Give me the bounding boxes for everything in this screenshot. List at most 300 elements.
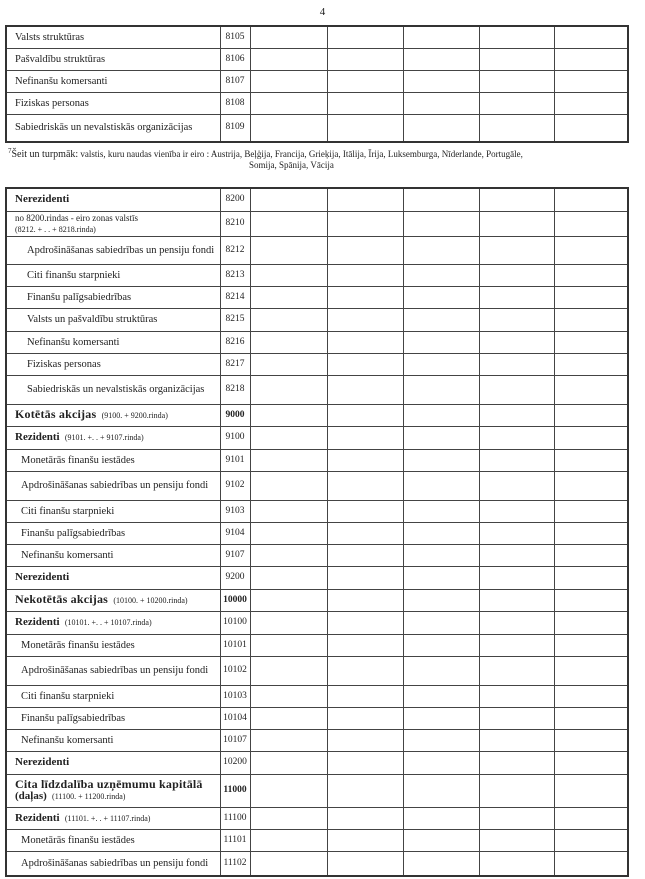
data-entry-cell[interactable] <box>327 522 403 544</box>
table-row <box>6 707 628 729</box>
data-entry-cell[interactable] <box>479 426 554 449</box>
table-row <box>6 449 628 471</box>
row-label-cell <box>6 851 220 876</box>
row-code: 11102 <box>220 851 250 876</box>
data-entry-cell[interactable] <box>479 449 554 471</box>
data-entry-cell[interactable] <box>250 589 327 611</box>
data-entry-cell[interactable] <box>250 286 327 308</box>
data-entry-cell[interactable] <box>554 92 628 114</box>
data-entry-cell[interactable] <box>554 114 628 142</box>
data-entry-cell[interactable] <box>403 404 479 426</box>
data-entry-cell[interactable] <box>327 829 403 851</box>
row-label: Finanšu palīgsabiedrības <box>27 291 132 303</box>
table-row <box>6 211 628 236</box>
data-entry-cell[interactable] <box>250 449 327 471</box>
data-entry-cell[interactable] <box>327 48 403 70</box>
row-label-cell <box>6 404 220 426</box>
data-entry-cell[interactable] <box>554 353 628 375</box>
table-main <box>5 187 629 877</box>
row-label-cell <box>6 500 220 522</box>
data-entry-cell[interactable] <box>479 92 554 114</box>
data-entry-cell[interactable] <box>554 404 628 426</box>
row-formula-note: (10100. + 10200.rinda) <box>113 596 188 605</box>
data-entry-cell[interactable] <box>403 92 479 114</box>
row-label-cell <box>6 211 220 236</box>
row-label-cell <box>6 264 220 286</box>
footnote-countries-2: Somija, Spānija, Vācija <box>249 160 334 170</box>
table-row <box>6 729 628 751</box>
data-entry-cell[interactable] <box>327 188 403 211</box>
data-entry-cell[interactable] <box>327 426 403 449</box>
row-label: Apdrošināšanas sabiedrības un pensiju fondi <box>27 244 215 256</box>
row-code: 9000 <box>220 404 250 426</box>
data-entry-cell[interactable] <box>250 611 327 634</box>
row-label-cell <box>6 829 220 851</box>
row-label: Rezidenti <box>15 616 60 628</box>
row-code: 8106 <box>220 48 250 70</box>
table-row <box>6 92 628 114</box>
data-entry-cell[interactable] <box>403 286 479 308</box>
row-code: 11101 <box>220 829 250 851</box>
data-entry-cell[interactable] <box>403 426 479 449</box>
data-entry-cell[interactable] <box>327 685 403 707</box>
data-entry-cell[interactable] <box>250 48 327 70</box>
data-entry-cell[interactable] <box>403 353 479 375</box>
table-row <box>6 375 628 404</box>
row-code: 10102 <box>220 656 250 685</box>
data-entry-cell[interactable] <box>403 774 479 807</box>
table-row <box>6 751 628 774</box>
row-label-cell <box>6 566 220 589</box>
table-row <box>6 426 628 449</box>
row-label-cell <box>6 611 220 634</box>
data-entry-cell[interactable] <box>403 26 479 48</box>
row-label-cell <box>6 449 220 471</box>
data-entry-cell[interactable] <box>554 286 628 308</box>
data-entry-cell[interactable] <box>554 589 628 611</box>
row-label: Apdrošināšanas sabiedrības un pensiju fondi <box>21 480 209 491</box>
data-entry-cell[interactable] <box>327 566 403 589</box>
row-label-cell <box>6 353 220 375</box>
row-label-cell <box>6 685 220 707</box>
data-entry-cell[interactable] <box>403 807 479 829</box>
data-entry-cell[interactable] <box>250 471 327 500</box>
data-entry-cell[interactable] <box>479 353 554 375</box>
row-label: Rezidenti <box>15 431 60 443</box>
data-entry-cell[interactable] <box>327 404 403 426</box>
row-label-cell <box>6 426 220 449</box>
data-entry-cell[interactable] <box>327 236 403 264</box>
data-entry-cell[interactable] <box>250 774 327 807</box>
data-entry-cell[interactable] <box>250 264 327 286</box>
data-entry-cell[interactable] <box>479 236 554 264</box>
data-entry-cell[interactable] <box>479 611 554 634</box>
data-entry-cell[interactable] <box>479 114 554 142</box>
data-entry-cell[interactable] <box>403 656 479 685</box>
row-formula-note: (11101. +. . + 11107.rinda) <box>64 813 151 823</box>
row-label-cell <box>6 544 220 566</box>
data-entry-cell[interactable] <box>554 851 628 876</box>
row-label: Sabiedriskās un nevalstiskās organizācijas <box>15 122 193 134</box>
row-code: 8107 <box>220 70 250 92</box>
row-label-cell <box>6 92 220 114</box>
data-entry-cell[interactable] <box>250 522 327 544</box>
row-label-cell <box>6 707 220 729</box>
data-entry-cell[interactable] <box>403 211 479 236</box>
table-row <box>6 48 628 70</box>
row-label: Apdrošināšanas sabiedrības un pensiju fondi <box>21 857 209 869</box>
data-entry-cell[interactable] <box>403 829 479 851</box>
row-label: Rezidenti <box>15 811 60 824</box>
data-entry-cell[interactable] <box>554 707 628 729</box>
data-entry-cell[interactable] <box>403 264 479 286</box>
data-entry-cell[interactable] <box>327 26 403 48</box>
data-entry-cell[interactable] <box>250 114 327 142</box>
row-code: 8212 <box>220 236 250 264</box>
data-entry-cell[interactable] <box>554 449 628 471</box>
row-code: 8216 <box>220 331 250 353</box>
data-entry-cell[interactable] <box>327 544 403 566</box>
data-entry-cell[interactable] <box>403 566 479 589</box>
data-entry-cell[interactable] <box>554 211 628 236</box>
data-entry-cell[interactable] <box>479 634 554 656</box>
data-entry-cell[interactable] <box>479 286 554 308</box>
data-entry-cell[interactable] <box>479 707 554 729</box>
row-label: Nefinanšu komersanti <box>21 549 114 561</box>
data-entry-cell[interactable] <box>403 589 479 611</box>
table-row <box>6 114 628 142</box>
data-entry-cell[interactable] <box>403 707 479 729</box>
row-label-cell <box>6 114 220 142</box>
table-row <box>6 544 628 566</box>
row-label-cell <box>6 522 220 544</box>
row-code: 10103 <box>220 685 250 707</box>
data-entry-cell[interactable] <box>327 729 403 751</box>
row-formula-note: (10101. +. . + 10107.rinda) <box>64 618 152 627</box>
row-label: Citi finanšu starpnieki <box>21 690 115 702</box>
data-entry-cell[interactable] <box>479 375 554 404</box>
data-entry-cell[interactable] <box>554 375 628 404</box>
data-entry-cell[interactable] <box>250 851 327 876</box>
data-entry-cell[interactable] <box>327 707 403 729</box>
data-entry-cell[interactable] <box>327 449 403 471</box>
data-entry-cell[interactable] <box>479 685 554 707</box>
data-entry-cell[interactable] <box>479 729 554 751</box>
data-entry-cell[interactable] <box>479 308 554 331</box>
data-entry-cell[interactable] <box>554 236 628 264</box>
table-row <box>6 471 628 500</box>
row-code: 10200 <box>220 751 250 774</box>
row-code: 8214 <box>220 286 250 308</box>
data-entry-cell[interactable] <box>327 286 403 308</box>
data-entry-cell[interactable] <box>327 92 403 114</box>
data-entry-cell[interactable] <box>403 471 479 500</box>
row-code: 11100 <box>220 807 250 829</box>
table-top <box>5 25 629 143</box>
data-entry-cell[interactable] <box>250 211 327 236</box>
table-row <box>6 286 628 308</box>
table-row <box>6 353 628 375</box>
data-entry-cell[interactable] <box>479 544 554 566</box>
table-row <box>6 404 628 426</box>
row-code: 8218 <box>220 375 250 404</box>
data-entry-cell[interactable] <box>250 751 327 774</box>
data-entry-cell[interactable] <box>250 308 327 331</box>
data-entry-cell[interactable] <box>403 500 479 522</box>
data-entry-cell[interactable] <box>327 656 403 685</box>
row-code: 8200 <box>220 188 250 211</box>
row-label: Pašvaldību struktūras <box>15 53 106 65</box>
data-entry-cell[interactable] <box>250 656 327 685</box>
data-entry-cell[interactable] <box>554 48 628 70</box>
table-row <box>6 331 628 353</box>
row-code: 10000 <box>220 589 250 611</box>
row-label: Monetārās finanšu iestādes <box>21 454 135 466</box>
table-row <box>6 656 628 685</box>
row-code: 8108 <box>220 92 250 114</box>
row-label-cell <box>6 286 220 308</box>
data-entry-cell[interactable] <box>554 264 628 286</box>
data-entry-cell[interactable] <box>554 634 628 656</box>
table-row <box>6 566 628 589</box>
data-entry-cell[interactable] <box>250 404 327 426</box>
data-entry-cell[interactable] <box>327 331 403 353</box>
data-entry-cell[interactable] <box>250 634 327 656</box>
row-label: Kotētās akcijas <box>15 407 97 421</box>
data-entry-cell[interactable] <box>479 48 554 70</box>
row-label: Apdrošināšanas sabiedrības un pensiju fondi <box>21 665 209 676</box>
row-code: 8210 <box>220 211 250 236</box>
data-entry-cell[interactable] <box>327 114 403 142</box>
data-entry-cell[interactable] <box>250 729 327 751</box>
data-entry-cell[interactable] <box>554 522 628 544</box>
data-entry-cell[interactable] <box>554 751 628 774</box>
data-entry-cell[interactable] <box>554 188 628 211</box>
data-entry-cell[interactable] <box>403 851 479 876</box>
data-entry-cell[interactable] <box>403 449 479 471</box>
data-entry-cell[interactable] <box>403 48 479 70</box>
data-entry-cell[interactable] <box>327 70 403 92</box>
data-entry-cell[interactable] <box>250 236 327 264</box>
data-entry-cell[interactable] <box>403 751 479 774</box>
table-row <box>6 829 628 851</box>
table-row <box>6 308 628 331</box>
row-label-cell <box>6 48 220 70</box>
row-code: 9101 <box>220 449 250 471</box>
data-entry-cell[interactable] <box>250 707 327 729</box>
row-label-cell <box>6 634 220 656</box>
table-row <box>6 500 628 522</box>
data-entry-cell[interactable] <box>479 26 554 48</box>
data-entry-cell[interactable] <box>554 829 628 851</box>
row-label-cell <box>6 188 220 211</box>
row-label: no 8200.rindas - eiro zonas valstīs <box>15 212 138 223</box>
row-formula-note: (8212. + . . + 8218.rinda) <box>15 224 96 234</box>
data-entry-cell[interactable] <box>479 589 554 611</box>
data-entry-cell[interactable] <box>403 331 479 353</box>
row-label: Sabiedriskās un nevalstiskās organizācijas <box>27 384 205 395</box>
row-label-cell <box>6 331 220 353</box>
data-entry-cell[interactable] <box>250 331 327 353</box>
data-entry-cell[interactable] <box>479 829 554 851</box>
data-entry-cell[interactable] <box>403 729 479 751</box>
data-entry-cell[interactable] <box>250 829 327 851</box>
data-entry-cell[interactable] <box>250 26 327 48</box>
data-entry-cell[interactable] <box>250 353 327 375</box>
data-entry-cell[interactable] <box>554 656 628 685</box>
data-entry-cell[interactable] <box>554 807 628 829</box>
data-entry-cell[interactable] <box>554 544 628 566</box>
row-code: 9200 <box>220 566 250 589</box>
data-entry-cell[interactable] <box>403 375 479 404</box>
data-entry-cell[interactable] <box>403 685 479 707</box>
table-row <box>6 774 628 807</box>
table-row <box>6 70 628 92</box>
data-entry-cell[interactable] <box>403 114 479 142</box>
data-entry-cell[interactable] <box>250 92 327 114</box>
data-entry-cell[interactable] <box>479 851 554 876</box>
table-row <box>6 236 628 264</box>
data-entry-cell[interactable] <box>479 751 554 774</box>
row-code: 10101 <box>220 634 250 656</box>
data-entry-cell[interactable] <box>327 634 403 656</box>
row-label: Finanšu palīgsabiedrības <box>21 527 126 539</box>
row-code: 9104 <box>220 522 250 544</box>
footnote-lead: Šeit un turpmāk: <box>11 149 79 160</box>
row-label-cell <box>6 729 220 751</box>
data-entry-cell[interactable] <box>327 375 403 404</box>
data-entry-cell[interactable] <box>250 566 327 589</box>
table-row <box>6 611 628 634</box>
row-code: 9100 <box>220 426 250 449</box>
data-entry-cell[interactable] <box>250 70 327 92</box>
data-entry-cell[interactable] <box>479 188 554 211</box>
row-label: Nefinanšu komersanti <box>15 75 108 87</box>
table-row <box>6 634 628 656</box>
data-entry-cell[interactable] <box>554 611 628 634</box>
data-entry-cell[interactable] <box>327 851 403 876</box>
row-label: Monetārās finanšu iestādes <box>21 639 135 651</box>
footnote-marker: 7 <box>8 147 12 155</box>
data-entry-cell[interactable] <box>554 471 628 500</box>
row-label: Nerezidenti <box>15 756 70 768</box>
row-label-cell <box>6 751 220 774</box>
data-entry-cell[interactable] <box>479 70 554 92</box>
table-row <box>6 188 628 211</box>
data-entry-cell[interactable] <box>327 774 403 807</box>
data-entry-cell[interactable] <box>479 522 554 544</box>
row-label-cell <box>6 70 220 92</box>
data-entry-cell[interactable] <box>250 544 327 566</box>
data-entry-cell[interactable] <box>479 774 554 807</box>
data-entry-cell[interactable] <box>554 500 628 522</box>
data-entry-cell[interactable] <box>250 375 327 404</box>
data-entry-cell[interactable] <box>327 589 403 611</box>
data-entry-cell[interactable] <box>250 426 327 449</box>
data-entry-cell[interactable] <box>250 685 327 707</box>
data-entry-cell[interactable] <box>554 729 628 751</box>
data-entry-cell[interactable] <box>327 500 403 522</box>
data-entry-cell[interactable] <box>403 188 479 211</box>
data-entry-cell[interactable] <box>479 656 554 685</box>
row-label-cell <box>6 656 220 685</box>
row-formula-note: (9100. + 9200.rinda) <box>101 411 168 420</box>
row-code: 8109 <box>220 114 250 142</box>
row-label: Nerezidenti <box>15 571 70 583</box>
data-entry-cell[interactable] <box>250 188 327 211</box>
row-code: 10104 <box>220 707 250 729</box>
data-entry-cell[interactable] <box>403 522 479 544</box>
data-entry-cell[interactable] <box>479 264 554 286</box>
data-entry-cell[interactable] <box>554 26 628 48</box>
row-label-cell <box>6 471 220 500</box>
row-label-cell <box>6 589 220 611</box>
row-code: 11000 <box>220 774 250 807</box>
data-entry-cell[interactable] <box>327 807 403 829</box>
row-label-cell <box>6 375 220 404</box>
data-entry-cell[interactable] <box>554 331 628 353</box>
data-entry-cell[interactable] <box>554 566 628 589</box>
data-entry-cell[interactable] <box>327 611 403 634</box>
data-entry-cell[interactable] <box>403 544 479 566</box>
data-entry-cell[interactable] <box>327 353 403 375</box>
data-entry-cell[interactable] <box>403 308 479 331</box>
row-label-cell <box>6 807 220 829</box>
row-label-cell <box>6 236 220 264</box>
row-code: 8215 <box>220 308 250 331</box>
data-entry-cell[interactable] <box>250 807 327 829</box>
table-row <box>6 807 628 829</box>
data-entry-cell[interactable] <box>327 264 403 286</box>
data-entry-cell[interactable] <box>479 211 554 236</box>
data-entry-cell[interactable] <box>479 471 554 500</box>
table-row <box>6 685 628 707</box>
data-entry-cell[interactable] <box>250 500 327 522</box>
row-label: Citi finanšu starpnieki <box>27 269 121 281</box>
row-code: 8217 <box>220 353 250 375</box>
data-entry-cell[interactable] <box>327 308 403 331</box>
page-number: 4 <box>319 6 326 18</box>
data-entry-cell[interactable] <box>554 774 628 807</box>
data-entry-cell[interactable] <box>403 634 479 656</box>
data-entry-cell[interactable] <box>327 211 403 236</box>
data-entry-cell[interactable] <box>479 566 554 589</box>
row-label: Valsts struktūras <box>15 31 85 43</box>
row-label: Nekotētās akcijas <box>15 592 109 606</box>
data-entry-cell[interactable] <box>554 308 628 331</box>
data-entry-cell[interactable] <box>479 500 554 522</box>
data-entry-cell[interactable] <box>479 807 554 829</box>
data-entry-cell[interactable] <box>327 471 403 500</box>
table-row <box>6 26 628 48</box>
data-entry-cell[interactable] <box>554 426 628 449</box>
data-entry-cell[interactable] <box>479 331 554 353</box>
data-entry-cell[interactable] <box>479 404 554 426</box>
row-label: Fiziskas personas <box>27 358 101 370</box>
data-entry-cell[interactable] <box>327 751 403 774</box>
data-entry-cell[interactable] <box>554 685 628 707</box>
data-entry-cell[interactable] <box>554 70 628 92</box>
data-entry-cell[interactable] <box>403 611 479 634</box>
data-entry-cell[interactable] <box>403 236 479 264</box>
footnote-countries-1: Austrija, Beļģija, Francija, Grieķija, Itālija, Īrija, Luksemburga, Nīderlande, Portugāle, <box>210 149 523 159</box>
row-code: 8213 <box>220 264 250 286</box>
row-code: 9102 <box>220 471 250 500</box>
data-entry-cell[interactable] <box>403 70 479 92</box>
row-code: 10100 <box>220 611 250 634</box>
row-label-cell <box>6 308 220 331</box>
row-formula-note: (9101. +. . + 9107.rinda) <box>64 433 144 442</box>
